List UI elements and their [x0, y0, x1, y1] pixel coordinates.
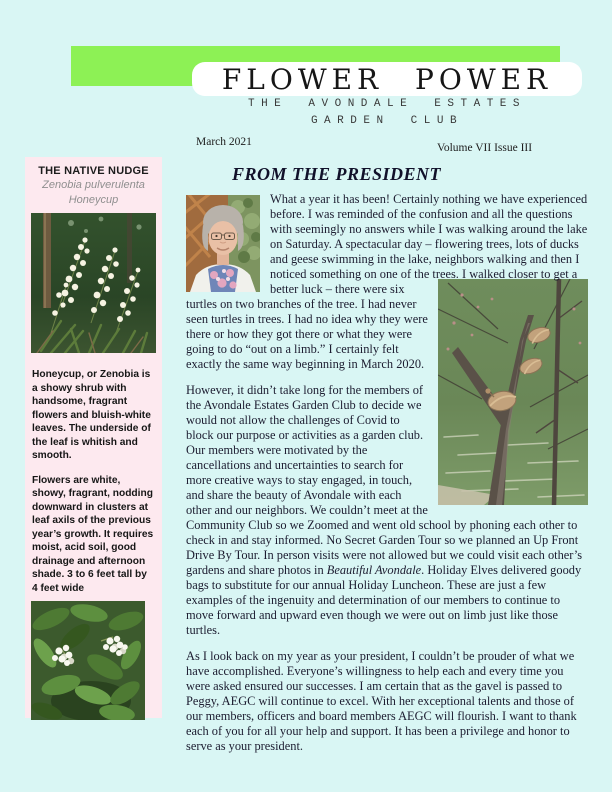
article-text: closer to get a better luck – there were six turtles on two branches of the tree. I had never seen turtles in trees. I had no idea why they were there or how they got there or what they were going to do “out on a limb.” I certainly felt exactly the same way beginning in March 2020. [186, 267, 578, 371]
beautiful-avondale-title: Beautiful Avondale [326, 563, 422, 577]
article-paragraph-3: As I look back on my year as your president, I couldn’t be prouder of what we have accomplished. Everyone’s willingness to help each and every time you were asked ensured our successes. I am certain that as the gavel is passed to Peggy, AEGC will continue to excel. With her exceptional talents and those of our members, officers and board members AEGC will flourish. I want to thank each of you for all your help and support. It has been a privilege and honor to serve as your president. [186, 649, 577, 753]
newsletter-subtitle-line2: GARDEN CLUB [310, 115, 464, 127]
newsletter-title: FLOWER POWER [221, 63, 553, 96]
issue-volume: Volume VII Issue III [437, 142, 533, 154]
honeycup-raceme-photo [31, 213, 156, 353]
article-heading: FROM THE PRESIDENT [232, 164, 442, 184]
article-text: . Holiday Elves delivered goody bags to substitute for our annual Holiday Luncheon. These are just a few examples of the ingenuity and determination of our members to continue to move forward and upward even though we were out on limb just like those turtles. [186, 563, 582, 637]
issue-date: March 2021 [196, 136, 252, 148]
article-paragraph-1 [186, 192, 588, 372]
plant-common-name: Honeycup [68, 194, 119, 206]
masthead-title-box [192, 62, 582, 96]
sidebar-heading: THE NATIVE NUDGE [38, 165, 149, 177]
article-text: What a year it has been! Certainly nothing we have experienced before. I was reminded of the confusion and all the questions with seemingly no answers while I was walking around the lake on Saturday. A spectacular day – flowering trees, lots of ducks and geese swimming in the lake, neighbors walking and then I noticed something on one of the trees. I walked [270, 192, 588, 281]
plant-species-name: Zenobia pulverulenta [42, 179, 145, 191]
native-nudge-sidebar [25, 157, 162, 718]
president-portrait-photo [186, 195, 260, 292]
newsletter-subtitle-line1: THE AVONDALE ESTATES [247, 98, 527, 110]
sidebar-paragraph: Flowers are white, showy, fragrant, nodding downward in clusters at leaf axils of the previous year’s growth. It requires moist, acid soil, good drainage and afternoon shade. 3 to 6 feet tall by 4 feet wide [32, 474, 154, 594]
president-article [186, 164, 588, 765]
sidebar-paragraph: Honeycup, or Zenobia is a showy shrub with handsome, fragrant flowers and bluish-white leaves. The underside of the leaf is whitish and smooth. [32, 369, 151, 461]
article-text: However, it didn’t take long for the members of the Avondale Estates Garden Club to decide we would not allow the challenges of Covid to block our purpose or activities as a garden club. Our members were motivated by the cancellations and uncertainties to search for more creative ways to stay engaged, in touch, and share the beauty of Avondale with each other and our neighbors. We couldn’t meet at the Community Club so we Zoomed and went old school by phoning each other to check in and stay informed. No Secret Garden Tour so we planned an Up Front Drive By Tour. In person visits were not allowed but we could visit each other’s gardens and share photos in [186, 383, 583, 577]
honeycup-foliage-photo [31, 601, 156, 720]
turtles-in-tree-photo [438, 279, 588, 505]
